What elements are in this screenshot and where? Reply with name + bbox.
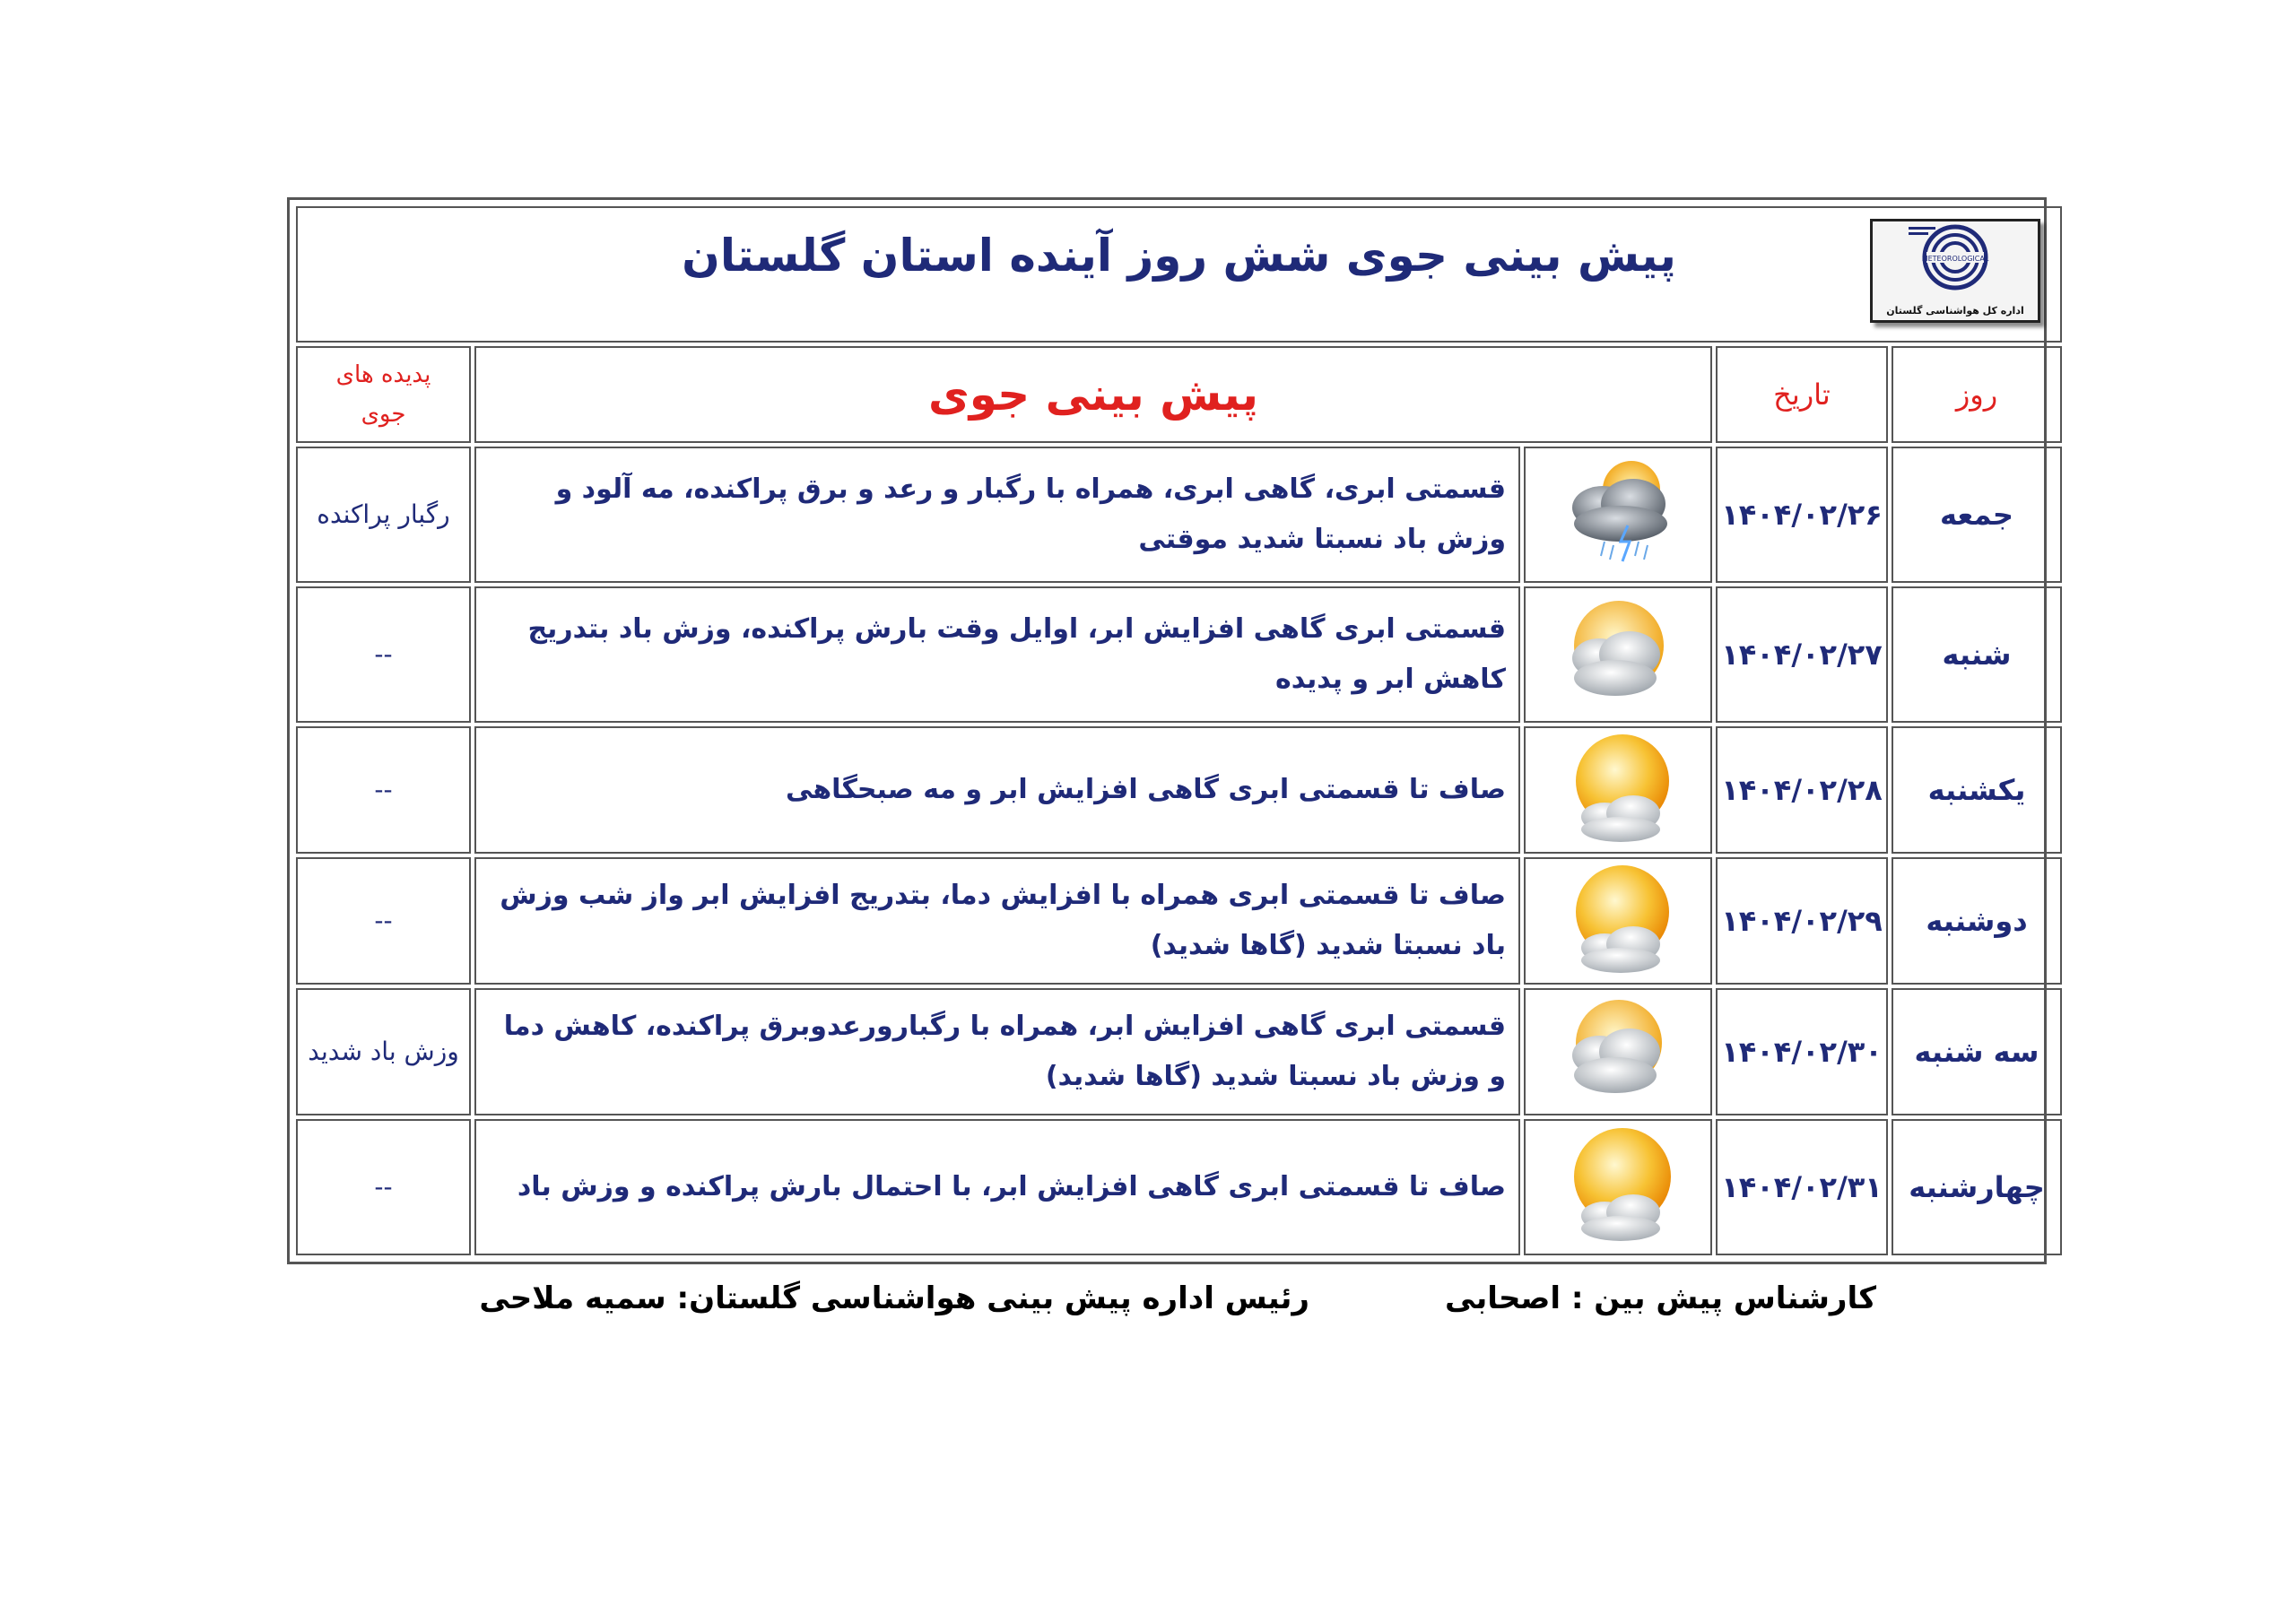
partly-cloudy-icon [1551,592,1685,714]
header-date [1716,346,1888,443]
sun-cloud-icon [1551,1123,1685,1248]
date-cell: ۱۴۰۴/۰۲/۲۸ [1716,726,1888,854]
weather-icon-cell [1524,1119,1712,1255]
table-row [296,726,2062,854]
forecast-sheet [287,197,2047,1264]
header-forecast [474,346,1712,443]
table-row [296,1119,2062,1255]
chief-signature: رئیس اداره پیش بینی هواشناسی گلستان: سمیه ملاحی [479,1280,1309,1316]
sun-cloud-icon [1551,729,1685,847]
logo-caption: اداره کل هواشناسی گلستان [1886,305,2024,317]
forecast-text: قسمتی ابری، گاهی ابری، همراه با رگبار و رعد و برق پراکنده، مه آلود و وزش باد نسبتا شدید موقتی [474,447,1520,583]
phenomena-cell: -- [296,726,471,854]
organization-logo [1870,219,2040,323]
date-cell: ۱۴۰۴/۰۲/۲۶ [1716,447,1888,583]
date-cell: ۱۴۰۴/۰۲/۲۹ [1716,857,1888,985]
header-phenomena-line1: پدیده های [335,361,431,388]
forecast-text: صاف تا قسمتی ابری همراه با افزایش دما، بتدریج افزایش ابر واز شب وزش باد نسبتا شدید (گاها شدید) [474,857,1520,985]
forecaster-signature: کارشناس پیش بین : اصحابی [1445,1280,1876,1316]
forecast-text: صاف تا قسمتی ابری گاهی افزایش ابر و مه صبحگاهی [474,726,1520,854]
header-phenomena [296,346,471,443]
weather-icon-cell [1524,586,1712,723]
table-row [296,857,2062,985]
forecast-text: قسمتی ابری گاهی افزایش ابر، همراه با رگبارورعدوبرق پراکنده، کاهش دما و وزش باد نسبتا شدید (گاها شدید) [474,988,1520,1115]
date-cell: ۱۴۰۴/۰۲/۲۷ [1716,586,1888,723]
header-date-label: تاریخ [1773,378,1831,412]
phenomena-cell: -- [296,1119,471,1255]
forecast-text: قسمتی ابری گاهی افزایش ابر، اوایل وقت بارش پراکنده، وزش باد بتدریج کاهش ابر و پدیده [474,586,1520,723]
phenomena-cell: -- [296,586,471,723]
header-day-label: روز [1955,378,1998,412]
page-title: پیش بینی جوی شش روز آینده استان گلستان [682,230,1676,282]
weather-icon-cell [1524,447,1712,583]
sun-cloud-icon [1551,860,1685,978]
day-cell: سه شنبه [1892,988,2062,1115]
date-cell: ۱۴۰۴/۰۲/۳۰ [1716,988,1888,1115]
storm-cloud-icon [1551,452,1685,574]
header-forecast-label: پیش بینی جوی [927,369,1259,421]
weather-icon-cell [1524,726,1712,854]
weather-icon-cell [1524,988,1712,1115]
header-phenomena-line2: جوی [361,401,406,428]
partly-cloudy-icon [1551,991,1685,1109]
day-cell: دوشنبه [1892,857,2062,985]
day-cell: چهارشنبه [1892,1119,2062,1255]
weather-icon-cell [1524,857,1712,985]
table-row [296,988,2062,1115]
table-row [296,586,2062,723]
phenomena-cell: وزش باد شدید [296,988,471,1115]
day-cell: یکشنبه [1892,726,2062,854]
day-cell: شنبه [1892,586,2062,723]
header-day [1892,346,2062,443]
title-cell [296,206,2062,343]
phenomena-cell: -- [296,857,471,985]
phenomena-cell: رگبار پراکنده [296,447,471,583]
day-cell: جمعه [1892,447,2062,583]
svg-text:METEOROLOGICAL: METEOROLOGICAL [1921,255,1989,263]
forecast-table [292,203,2066,1259]
date-cell: ۱۴۰۴/۰۲/۳۱ [1716,1119,1888,1255]
forecast-text: صاف تا قسمتی ابری گاهی افزایش ابر، با احتمال بارش پراکنده و وزش باد [474,1119,1520,1255]
table-row [296,447,2062,583]
